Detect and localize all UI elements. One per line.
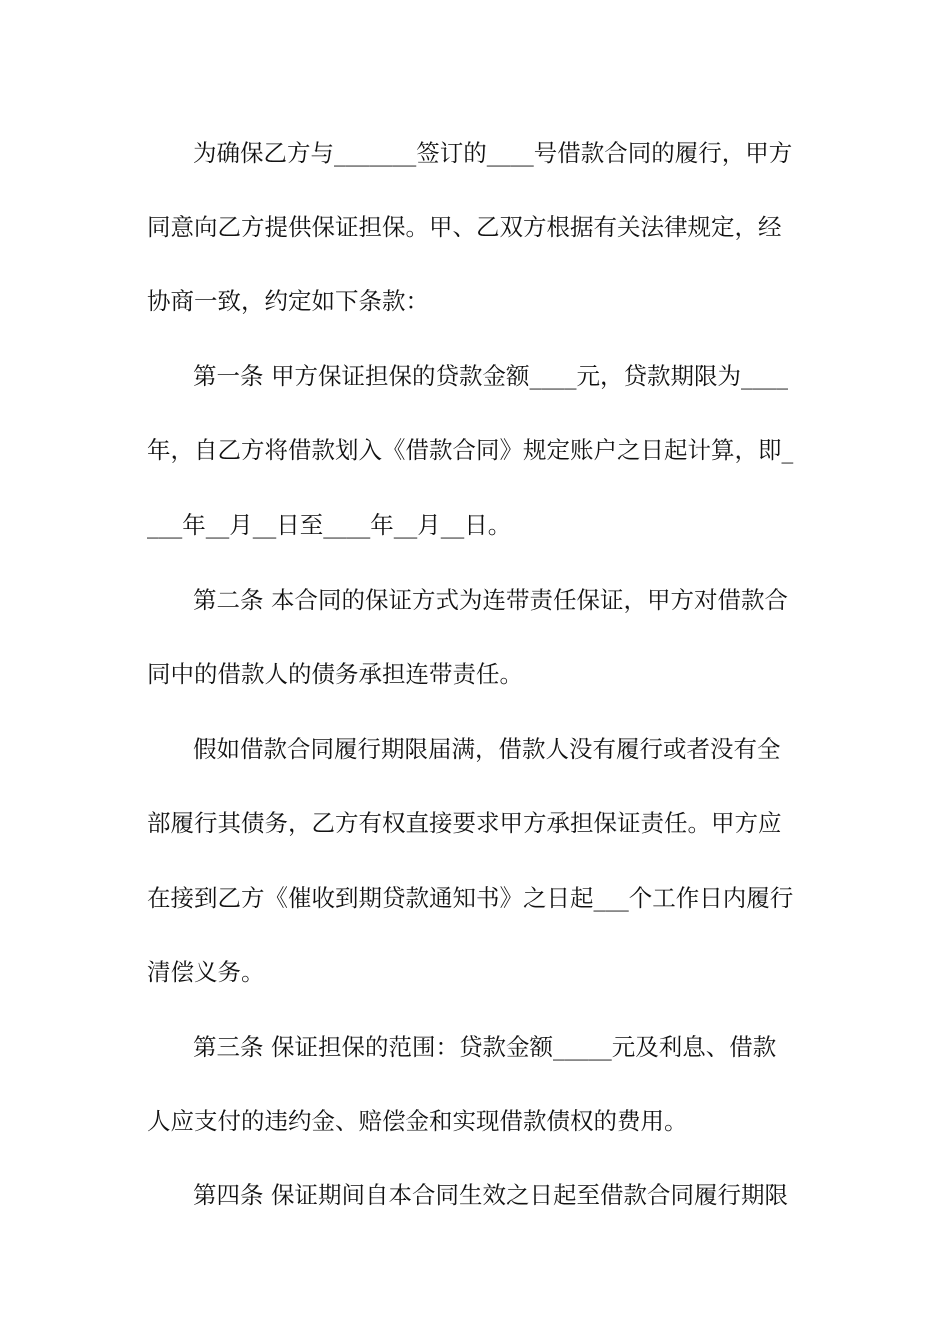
clause-1-line: 年，自乙方将借款划入《借款合同》规定账户之日起计算，即_ xyxy=(147,436,794,464)
paragraph-line: 假如借款合同履行期限届满，借款人没有履行或者没有全 xyxy=(193,735,781,763)
clause-3-line: 第三条 保证担保的范围：贷款金额_____元及利息、借款 xyxy=(193,1033,777,1061)
clause-2-line: 同中的借款人的债务承担连带责任。 xyxy=(147,660,523,688)
paragraph-line: 同意向乙方提供保证担保。甲、乙双方根据有关法律规定，经 xyxy=(147,213,782,241)
clause-4-line: 第四条 保证期间自本合同生效之日起至借款合同履行期限 xyxy=(193,1181,788,1209)
paragraph-line: 协商一致，约定如下条款： xyxy=(147,287,429,315)
paragraph-line: 为确保乙方与_______签订的____号借款合同的履行，甲方 xyxy=(193,139,793,167)
paragraph-line: 部履行其债务，乙方有权直接要求甲方承担保证责任。甲方应 xyxy=(147,809,782,837)
clause-1-line: ___年__月__日至____年__月__日。 xyxy=(147,511,512,539)
clause-1-line: 第一条 甲方保证担保的贷款金额____元，贷款期限为____ xyxy=(193,362,788,390)
paragraph-line: 清偿义务。 xyxy=(147,958,265,986)
clause-3-line: 人应支付的违约金、赔偿金和实现借款债权的费用。 xyxy=(147,1107,688,1135)
clause-2-line: 第二条 本合同的保证方式为连带责任保证，甲方对借款合 xyxy=(193,586,788,614)
paragraph-line: 在接到乙方《催收到期贷款通知书》之日起___个工作日内履行 xyxy=(147,884,794,912)
